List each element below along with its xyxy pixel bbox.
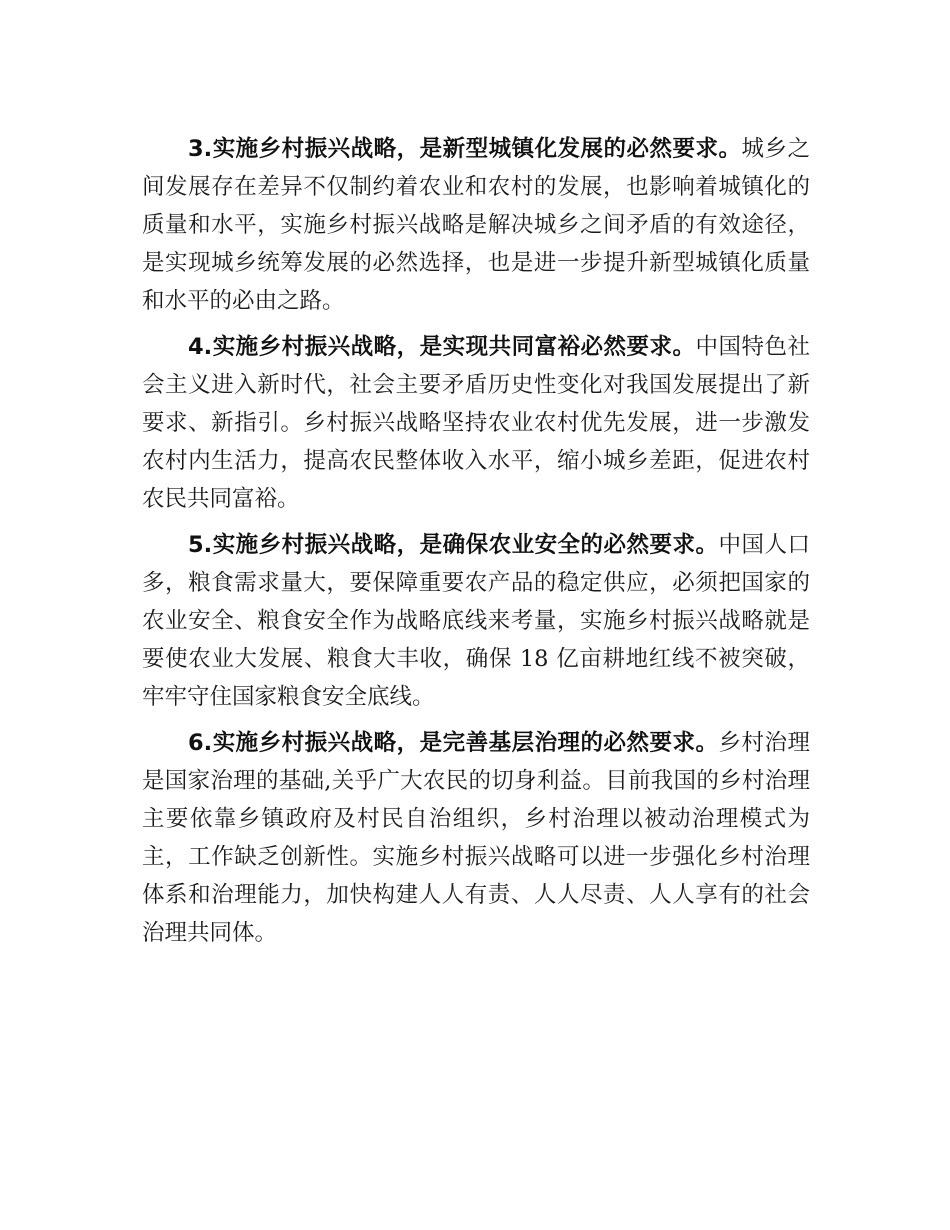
paragraph-6 <box>142 724 810 952</box>
paragraph-body: 中国人口多，粮食需求量大，要保障重要农产品的稳定供应，必须把国家的农业安全、粮食安全作为战略底线来考量，实施乡村振兴战略就是要使农业大发展、粮食大丰收，确保 18 亿亩耕地红线不被突破，牢牢守住国家粮食安全底线。 <box>142 532 810 710</box>
document-content <box>142 130 810 960</box>
paragraph-5 <box>142 526 810 716</box>
paragraph-heading: 3.实施乡村振兴战略，是新型城镇化发展的必然要求。 <box>188 136 742 162</box>
paragraph-4 <box>142 328 810 518</box>
paragraph-body: 中国特色社会主义进入新时代，社会主要矛盾历史性变化对我国发展提出了新要求、新指引。乡村振兴战略坚持农业农村优先发展，进一步激发农村内生活力，提高农民整体收入水平，缩小城乡差距，促进农村农民共同富裕。 <box>142 334 810 512</box>
paragraph-body: 乡村治理是国家治理的基础,关乎广大农民的切身利益。目前我国的乡村治理主要依靠乡镇政府及村民自治组织，乡村治理以被动治理模式为主，工作缺乏创新性。实施乡村振兴战略可以进一步强化乡村治理体系和治理能力，加快构建人人有责、人人尽责、人人享有的社会治理共同体。 <box>142 730 810 946</box>
paragraph-heading: 4.实施乡村振兴战略，是实现共同富裕必然要求。 <box>188 334 696 360</box>
paragraph-heading: 6.实施乡村振兴战略，是完善基层治理的必然要求。 <box>188 730 719 756</box>
paragraph-body: 城乡之间发展存在差异不仅制约着农业和农村的发展，也影响着城镇化的质量和水平，实施乡村振兴战略是解决城乡之间矛盾的有效途径，是实现城乡统筹发展的必然选择，也是进一步提升新型城镇化质量和水平的必由之路。 <box>142 136 810 314</box>
paragraph-heading: 5.实施乡村振兴战略，是确保农业安全的必然要求。 <box>188 532 719 558</box>
paragraph-3 <box>142 130 810 320</box>
